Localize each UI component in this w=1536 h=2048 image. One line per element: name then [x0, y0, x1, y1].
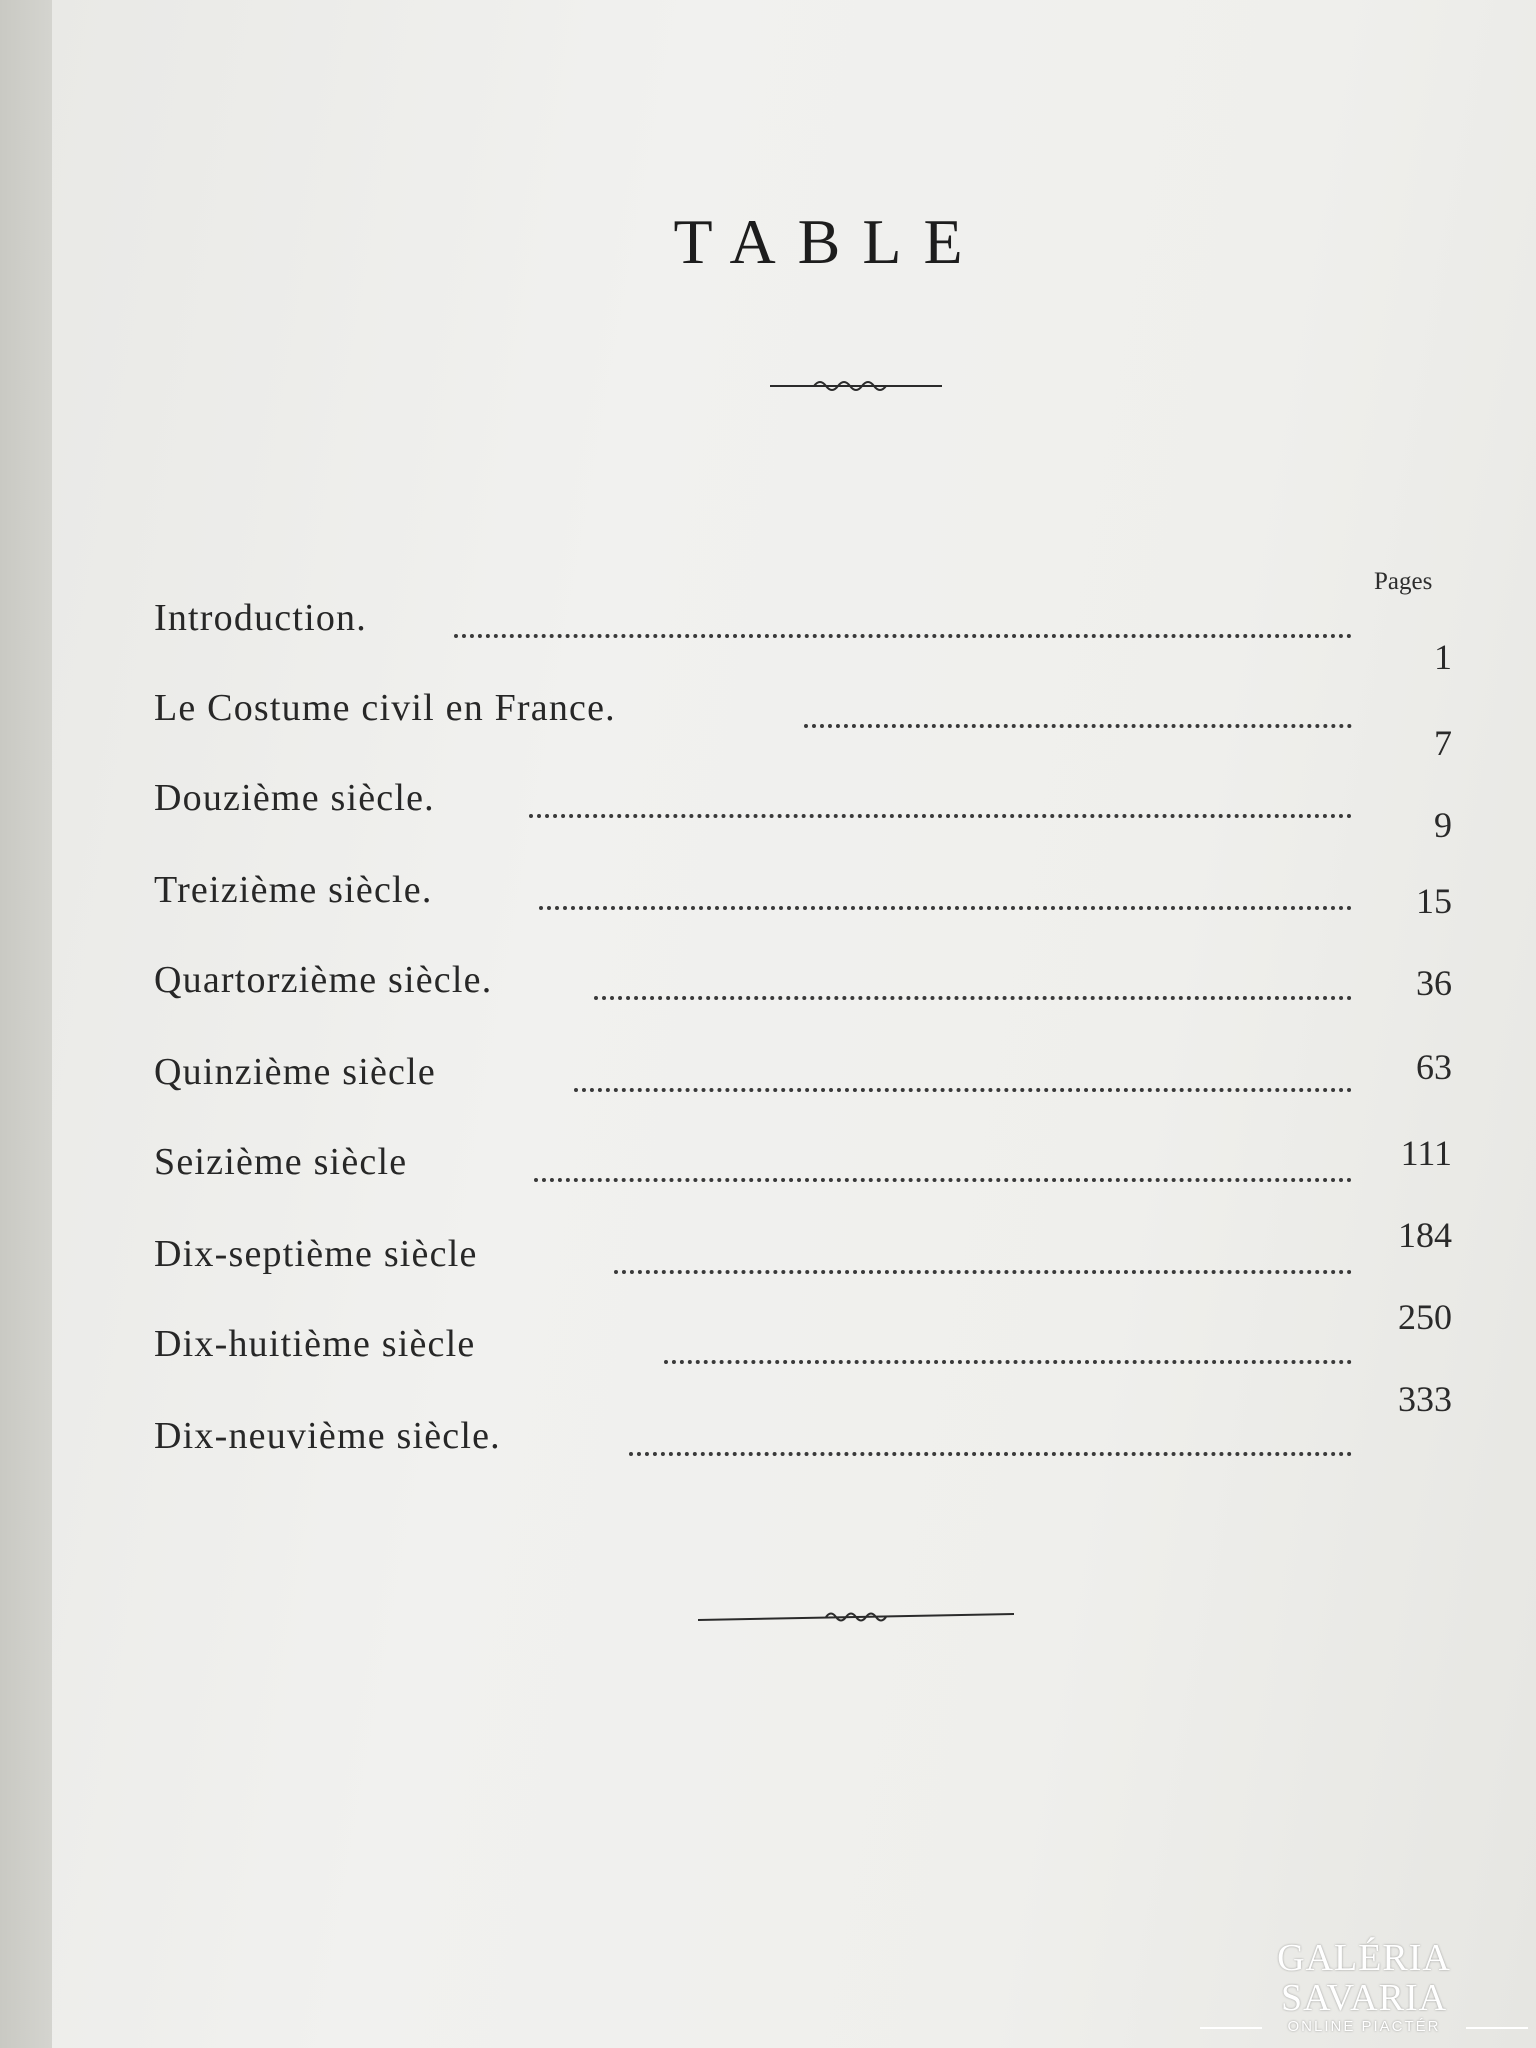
- toc-entry: [154, 868, 1514, 928]
- dot-leader: [574, 1078, 1352, 1092]
- toc-entry: [154, 958, 1514, 1018]
- toc-entry: [154, 1215, 1514, 1292]
- watermark-subtitle: ONLINE PIACTÉR: [1194, 2018, 1534, 2035]
- book-page: [52, 0, 1536, 2048]
- toc-entry: [154, 596, 1514, 677]
- watermark-brand: GALÉRIA SAVARIA: [1277, 1937, 1451, 2019]
- desk-surface: [0, 0, 60, 2048]
- toc-entry-page: 7: [1434, 723, 1452, 763]
- toc-entry-title: Dix-huitième siècle: [154, 1323, 476, 1365]
- table-of-contents: [52, 0, 1536, 2048]
- toc-entry: [154, 1047, 1514, 1110]
- toc-entry: [154, 686, 1514, 763]
- toc-entry-page: 9: [1434, 805, 1452, 845]
- toc-entry-title: Douzième siècle.: [154, 777, 435, 819]
- toc-entry-page: 1: [1434, 637, 1452, 677]
- toc-entry-page: 111: [1400, 1133, 1452, 1173]
- dot-leader: [664, 1350, 1352, 1364]
- page-title: TABLE: [673, 206, 985, 277]
- dot-leader: [594, 986, 1352, 1000]
- toc-entry-title: Treizième siècle.: [154, 869, 433, 911]
- toc-entry-title: Seizième siècle: [154, 1141, 408, 1183]
- toc-entry-page: 36: [1416, 963, 1452, 1003]
- toc-entry-title: Dix-neuvième siècle.: [154, 1415, 501, 1457]
- bottom-ornament-divider: [698, 1604, 1014, 1630]
- pages-column-label: Pages: [1374, 568, 1433, 595]
- toc-entry-title: Introduction.: [154, 597, 367, 639]
- toc-entry: [154, 1379, 1514, 1474]
- toc-entry-page: 63: [1416, 1047, 1452, 1087]
- toc-entry-page: 15: [1416, 881, 1452, 921]
- watermark: [1194, 1938, 1534, 2035]
- toc-entry: [154, 776, 1514, 845]
- toc-entry-title: Quinzième siècle: [154, 1051, 436, 1093]
- toc-entry: [154, 1133, 1514, 1200]
- dot-leader: [529, 804, 1352, 818]
- toc-entry-title: Le Costume civil en France.: [154, 687, 616, 729]
- toc-entry-title: Dix-septième siècle: [154, 1233, 478, 1275]
- dot-leader: [629, 1442, 1352, 1456]
- dot-leader: [539, 896, 1352, 910]
- toc-entry-title: Quartorzième siècle.: [154, 959, 493, 1001]
- dot-leader: [454, 624, 1352, 638]
- toc-entry: [154, 1297, 1514, 1382]
- toc-entry-page: 184: [1398, 1215, 1452, 1255]
- toc-entry-page: 333: [1398, 1379, 1452, 1419]
- dot-leader: [804, 714, 1352, 728]
- toc-entry-page: 250: [1398, 1297, 1452, 1337]
- dot-leader: [534, 1168, 1352, 1182]
- dot-leader: [614, 1260, 1352, 1274]
